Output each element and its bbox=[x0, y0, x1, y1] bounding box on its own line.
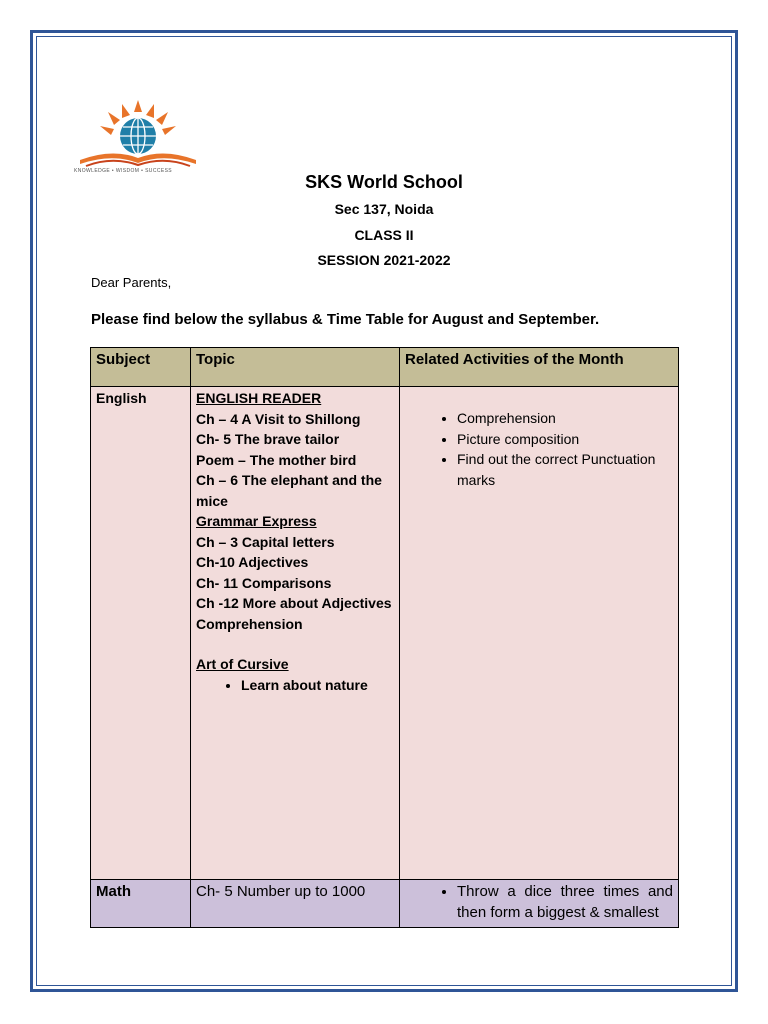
topic-line: Ch- 11 Comparisons bbox=[196, 574, 332, 591]
subject-english: English bbox=[91, 387, 191, 880]
activities-list bbox=[405, 408, 673, 490]
list-item: • Throw a dice three times and then form a biggest & smallest bbox=[457, 881, 673, 923]
header-activities: Related Activities of the Month bbox=[400, 348, 679, 387]
topic-english bbox=[191, 387, 400, 880]
header-subject: Subject bbox=[91, 348, 191, 387]
table-row-english bbox=[91, 387, 679, 880]
session-label: SESSION 2021-2022 bbox=[317, 252, 451, 268]
class-label: CLASS II bbox=[354, 227, 414, 243]
topic-line: Ch- 5 The brave tailor bbox=[196, 431, 340, 447]
logo-tagline: KNOWLEDGE • WISDOM • SUCCESS bbox=[74, 168, 173, 174]
table-row-math bbox=[91, 880, 679, 928]
subject-math: Math bbox=[91, 880, 191, 928]
topic-heading-english-reader: ENGLISH READER bbox=[196, 390, 322, 406]
topic-line: Comprehension bbox=[196, 615, 303, 632]
list-item: • Learn about nature bbox=[241, 675, 394, 696]
school-name: SKS World School bbox=[305, 172, 463, 192]
topic-line: Ch – 6 The elephant and the mice bbox=[196, 472, 382, 509]
list-item: • Picture composition bbox=[457, 429, 673, 450]
school-address: Sec 137, Noida bbox=[334, 201, 434, 217]
syllabus-table bbox=[90, 347, 679, 928]
activities-list bbox=[405, 881, 673, 923]
topic-line: Poem – The mother bird bbox=[196, 451, 357, 468]
list-item: • Find out the correct Punctuation marks bbox=[457, 449, 673, 490]
topic-heading-grammar-express: Grammar Express bbox=[196, 513, 317, 529]
header-topic: Topic bbox=[191, 348, 400, 387]
activities-math bbox=[400, 880, 679, 928]
intro-text: Please find below the syllabus & Time Table for August and September. bbox=[91, 311, 600, 328]
topic-line: Ch – 3 Capital letters bbox=[196, 533, 335, 550]
topic-line: Ch -12 More about Adjectives bbox=[196, 595, 392, 611]
list-item: • Comprehension bbox=[457, 408, 673, 429]
topic-heading-art-of-cursive: Art of Cursive bbox=[196, 656, 289, 672]
table-header-row bbox=[91, 348, 679, 387]
greeting: Dear Parents, bbox=[91, 275, 172, 290]
topic-line: Ch – 4 A Visit to Shillong bbox=[196, 410, 361, 427]
topic-math: Ch- 5 Number up to 1000 bbox=[191, 880, 400, 928]
cursive-list bbox=[196, 675, 394, 696]
activities-english bbox=[400, 387, 679, 880]
topic-line: Ch-10 Adjectives bbox=[196, 554, 309, 570]
